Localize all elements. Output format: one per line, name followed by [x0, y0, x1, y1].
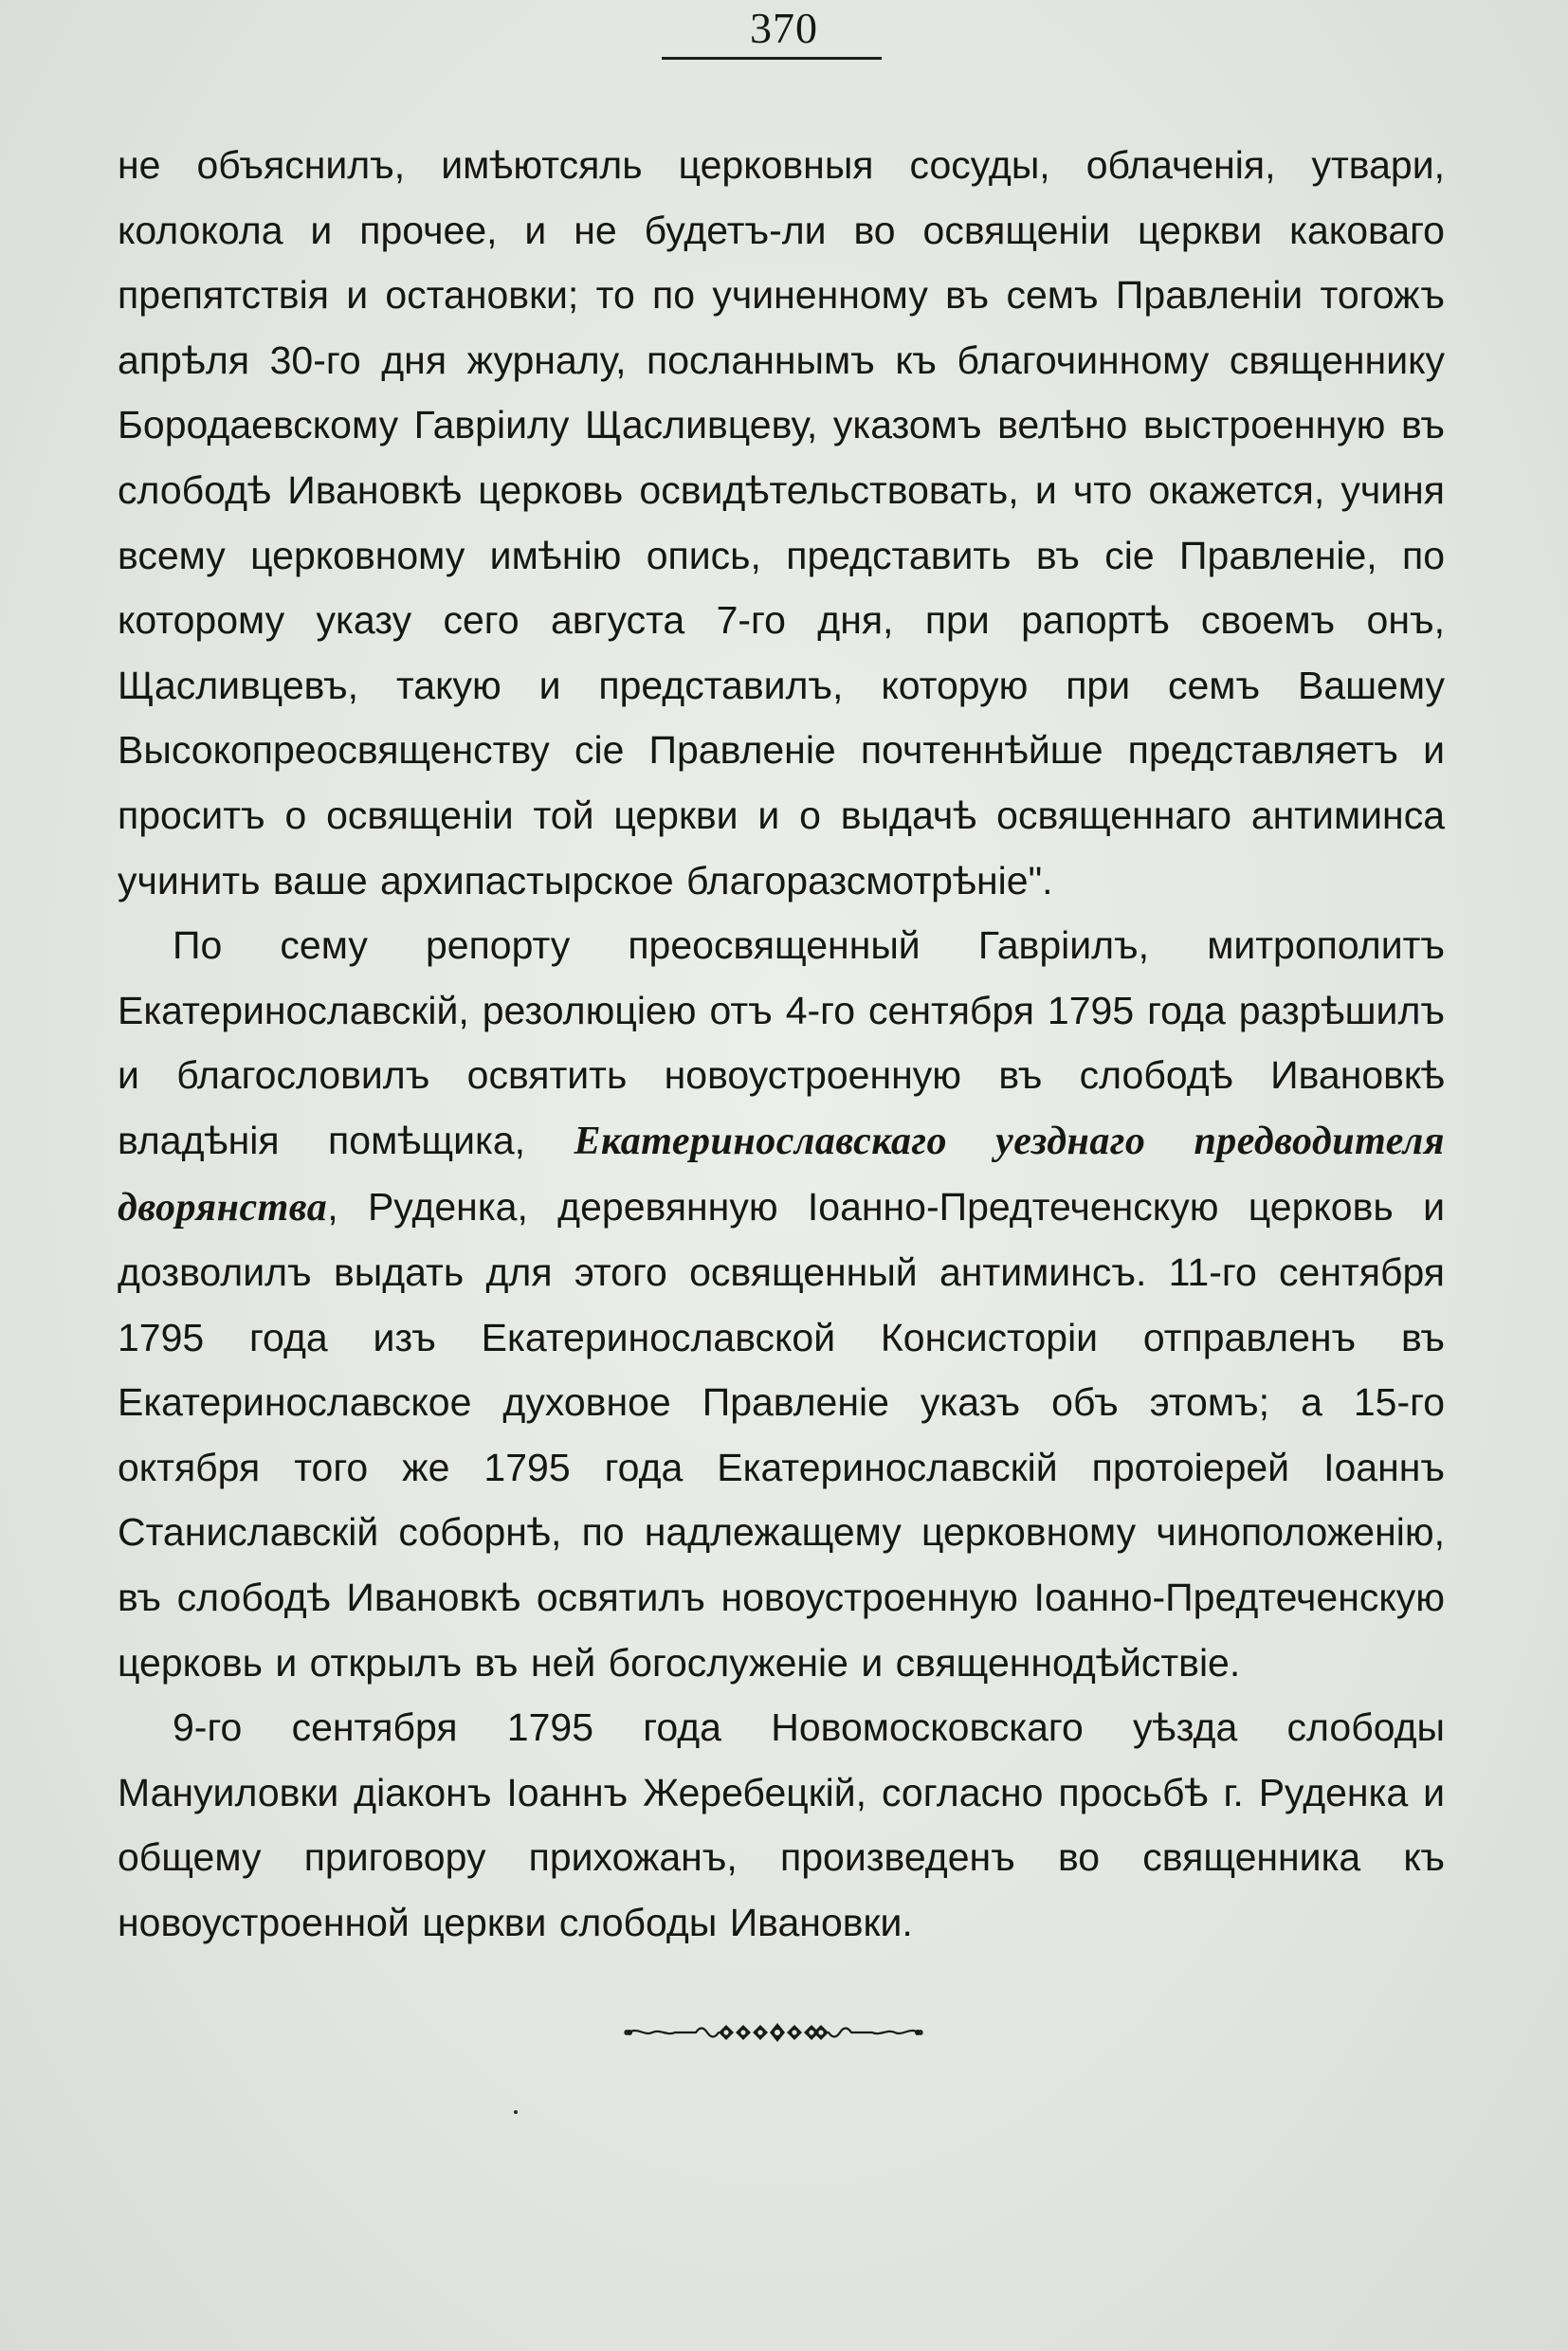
- page-number-rule: [662, 57, 882, 60]
- page-number: 370: [750, 4, 818, 52]
- paragraph-2-text-a: По сему репорту преосвященный Гавріилъ, митрополитъ Екатеринославскій, резолюціею отъ 4-го сентября 1795 года разрѣшилъ и благословилъ освятить новоустроенную въ слободѣ Ивановкѣ владѣнія помѣщика,: [118, 923, 1445, 1162]
- paragraph-2-text-b: , Руденка, деревянную Іоанно-Предтеченскую церковь и дозволилъ выдать для этого освященный антиминсъ. 11-го сентября 1795 года изъ Екатеринославской Консисторіи отправленъ въ Екатеринославское духовное Правленіе указъ объ этомъ; а 15-го октября того же 1795 года Екатеринославскій протоіерей Іоаннъ Станиславскій соборнѣ, по надлежащему церковному чиноположенію, въ слободѣ Ивановкѣ освятилъ новоустроенную Іоанно-Предтеченскую церковь и открылъ въ ней богослуженіе и священнодѣйствіе.: [118, 1184, 1445, 1685]
- paragraph-3-text: 9-го сентября 1795 года Новомосковскаго уѣзда слободы Мануиловки діаконъ Іоаннъ Жеребецкій, согласно просьбѣ г. Руденка и общему приговору прихожанъ, произведенъ во священника къ новоустроенной церкви слободы Ивановки.: [118, 1705, 1445, 1945]
- paper-speck: [514, 2110, 518, 2114]
- paragraph-1: [118, 133, 1445, 913]
- paragraph-1-text: не объяснилъ, имѣютсяль церковныя сосуды, облаченія, утвари, колокола и прочее, и не будетъ-ли во освященіи церкви каковаго препятствія и остановки; то по учиненному въ семъ Правленіи тогожъ апрѣля 30-го дня журналу, посланнымъ къ благочинному священнику Бородаевскому Гавріилу Щасливцеву, указомъ велѣно выстроенную въ слободѣ Ивановкѣ церковь освидѣтельствовать, и что окажется, учиня всему церковному имѣнію опись, представить въ сіе Правленіе, по которому указу сего августа 7-го дня, при рапортѣ своемъ онъ, Щасливцевъ, такую и представилъ, которую при семъ Вашему Высокопреосвященству сіе Правленіе почтеннѣйше представляетъ и проситъ о освященіи той церкви и о выдачѣ освященнаго антиминса учинить ваше архипастырское благоразсмотрѣніе".: [118, 143, 1445, 902]
- paragraph-2: [118, 913, 1445, 1695]
- paragraph-3: [118, 1695, 1445, 1955]
- body-text: [118, 133, 1445, 1956]
- vignette-ornament-icon: [620, 2015, 927, 2050]
- paragraph-2-italic-title: Екатеринославскаго уезднаго предводителя дворянства: [118, 1119, 1445, 1230]
